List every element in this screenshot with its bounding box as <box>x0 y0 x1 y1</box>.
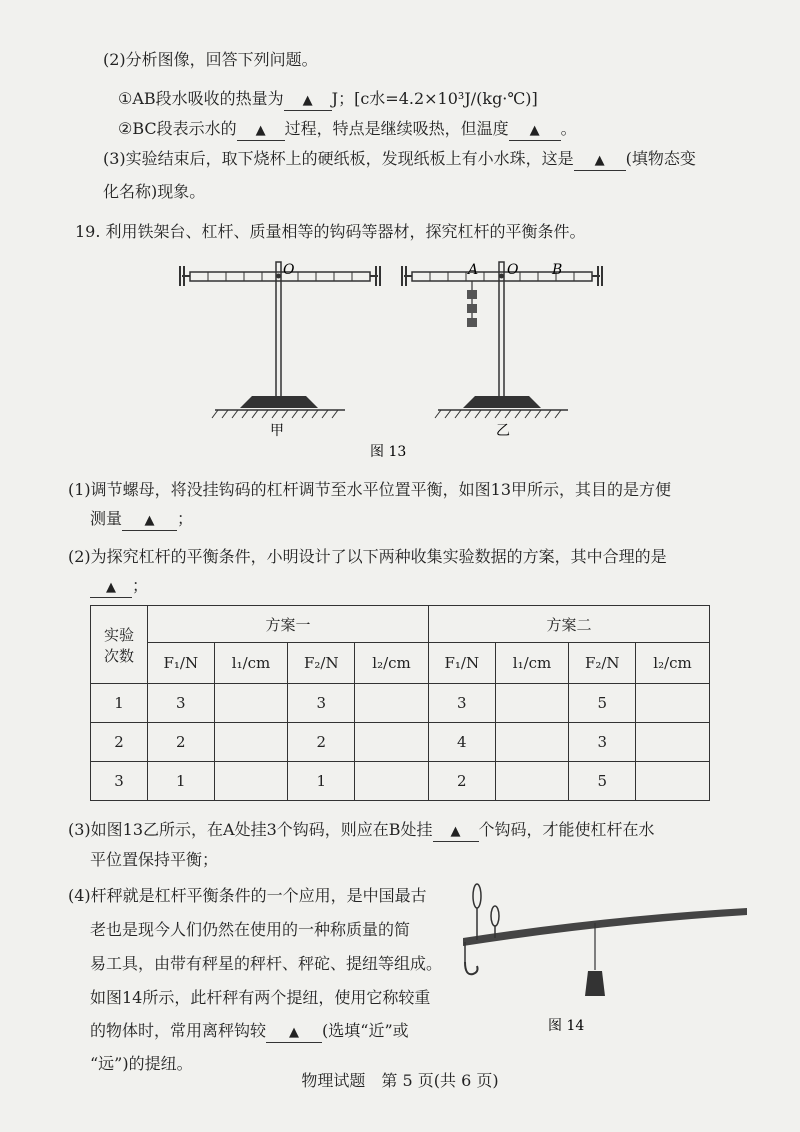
table-cell <box>355 684 429 723</box>
q18-part2-item1 <box>118 87 538 111</box>
table-row <box>91 723 710 762</box>
table-cell <box>636 723 710 762</box>
table-cell: 2 <box>288 723 355 762</box>
table-cell: 3 <box>288 684 355 723</box>
trial-number: 3 <box>91 762 148 801</box>
q18-item2-mid: 过程，特点是继续吸热，但温度 <box>284 119 509 138</box>
q19-part4-line6: “远”)的提纽。 <box>90 1054 193 1073</box>
table-cell <box>214 762 288 801</box>
triangle-icon: ▲ <box>106 580 116 595</box>
column-header: F₁/N <box>148 643 215 684</box>
table-cell: 5 <box>569 762 636 801</box>
triangle-icon: ▲ <box>450 824 461 839</box>
table-cell <box>636 762 710 801</box>
q18-part2-item2 <box>118 117 577 141</box>
table-cell: 2 <box>428 762 495 801</box>
table-cell <box>495 684 569 723</box>
answer-blank <box>574 150 626 171</box>
column-header: l₂/cm <box>636 643 710 684</box>
hook-weights <box>467 281 477 327</box>
figure-14-title: 图 14 <box>548 1018 585 1034</box>
trial-number: 2 <box>91 723 148 762</box>
table-cell <box>495 762 569 801</box>
triangle-icon: ▲ <box>255 123 266 138</box>
q19-part1-line1: (1)调节螺母，将没挂钩码的杠杆调节至水平位置平衡，如图13甲所示，其目的是方便 <box>68 480 672 499</box>
caption-yi: 乙 <box>496 423 510 439</box>
q19-part4-line3: 易工具，由带有秤星的秤杆、秤砣、提纽等组成。 <box>90 954 443 973</box>
pivot-label-o: O <box>507 262 519 278</box>
column-header: l₁/cm <box>214 643 288 684</box>
q19-part2-line1: (2)为探究杠杆的平衡条件，小明设计了以下两种收集实验数据的方案，其中合理的是 <box>68 547 667 566</box>
pivot-label-o: O <box>283 262 295 278</box>
lever-diagram-right <box>402 262 602 439</box>
q18-item1-post: J；[c水=4.2×10³J/(kg·℃)] <box>331 89 538 108</box>
figure-13 <box>170 250 620 462</box>
q19-part1-line2 <box>90 507 193 531</box>
triangle-icon: ▲ <box>302 93 313 108</box>
hook-icon <box>465 942 478 974</box>
q19-part4-post: (选填“近”或 <box>322 1021 409 1040</box>
trial-number: 1 <box>91 684 148 723</box>
q19-part4-line2: 老也是现今人们仍然在使用的一种称质量的简 <box>90 920 411 939</box>
q19-part4-line5 <box>90 1019 409 1043</box>
answer-blank <box>266 1022 322 1043</box>
table-header-plan1: 方案一 <box>148 606 429 643</box>
q18-part3-line2: 化名称)现象。 <box>103 182 206 201</box>
table-header-trial <box>91 606 148 684</box>
table-cell: 3 <box>569 723 636 762</box>
caption-jia: 甲 <box>270 423 284 439</box>
q19-part3-line1 <box>68 818 655 842</box>
q18-part3-post: (填物态变 <box>625 149 696 168</box>
table-cell <box>214 723 288 762</box>
triangle-icon: ▲ <box>594 153 605 168</box>
lever-diagram-left <box>180 262 380 439</box>
triangle-icon: ▲ <box>529 123 540 138</box>
header-shiyan: 实验 <box>103 625 134 644</box>
q19-part4-pre: 的物体时，常用离秤钩较 <box>90 1021 267 1040</box>
q19-intro: 19. 利用铁架台、杠杆、质量相等的钩码等器材，探究杠杆的平衡条件。 <box>75 222 586 241</box>
table-row <box>91 762 710 801</box>
q19-part3-post: 个钩码，才能使杠杆在水 <box>478 820 655 839</box>
column-header: l₁/cm <box>495 643 569 684</box>
table-cell: 1 <box>288 762 355 801</box>
table-row <box>91 684 710 723</box>
column-header: l₂/cm <box>355 643 429 684</box>
answer-blank <box>237 120 285 141</box>
answer-blank <box>509 120 561 141</box>
q19-part1-post: ； <box>177 509 194 528</box>
column-header: F₂/N <box>288 643 355 684</box>
table-cell: 1 <box>148 762 215 801</box>
table-cell <box>636 684 710 723</box>
q18-item2-post: 。 <box>560 119 577 138</box>
answer-blank <box>284 90 332 111</box>
q19-part3-line2: 平位置保持平衡； <box>90 850 219 869</box>
weight-icon <box>585 971 605 996</box>
q18-part3-pre: (3)实验结束后，取下烧杯上的硬纸板，发现纸板上有小水珠，这是 <box>103 149 574 168</box>
q19-part4-line1: (4)杆秤就是杠杆平衡条件的一个应用，是中国最古 <box>68 886 427 905</box>
table-header-plan2: 方案二 <box>428 606 709 643</box>
q18-item1-pre: ①AB段水吸收的热量为 <box>118 89 284 108</box>
table-cell: 4 <box>428 723 495 762</box>
header-cishu: 次数 <box>103 646 134 665</box>
answer-blank <box>90 577 132 598</box>
q19-part2-post: ； <box>132 576 149 595</box>
table-cell <box>214 684 288 723</box>
q19-part3-pre: (3)如图13乙所示，在A处挂3个钩码，则应在B处挂 <box>68 820 433 839</box>
table-cell: 3 <box>148 684 215 723</box>
column-header: F₂/N <box>569 643 636 684</box>
figure-14-steelyard <box>455 878 755 1048</box>
table-cell <box>355 762 429 801</box>
table-cell <box>495 723 569 762</box>
table-cell: 3 <box>428 684 495 723</box>
column-header: F₁/N <box>428 643 495 684</box>
table-cell: 2 <box>148 723 215 762</box>
answer-blank <box>122 510 177 531</box>
q18-part2-intro: (2)分析图像，回答下列问题。 <box>103 50 318 69</box>
answer-blank <box>433 821 479 842</box>
experiment-data-table <box>90 605 710 801</box>
lifting-rope-1 <box>473 884 481 940</box>
q18-item2-pre: ②BC段表示水的 <box>118 119 237 138</box>
table-cell <box>355 723 429 762</box>
q19-part1-pre: 测量 <box>90 509 123 528</box>
table-cell: 5 <box>569 684 636 723</box>
point-label-b: B <box>552 262 563 278</box>
q18-part3-line1 <box>103 147 696 171</box>
page-footer: 物理试题 第 5 页(共 6 页) <box>301 1071 499 1090</box>
figure-13-title: 图 13 <box>370 444 407 460</box>
q19-part2-line2 <box>90 574 148 598</box>
triangle-icon: ▲ <box>289 1025 300 1040</box>
q19-part4-line4: 如图14所示，此杆秤有两个提纽，使用它称较重 <box>90 988 431 1007</box>
point-label-a: A <box>468 262 479 278</box>
triangle-icon: ▲ <box>144 513 155 528</box>
